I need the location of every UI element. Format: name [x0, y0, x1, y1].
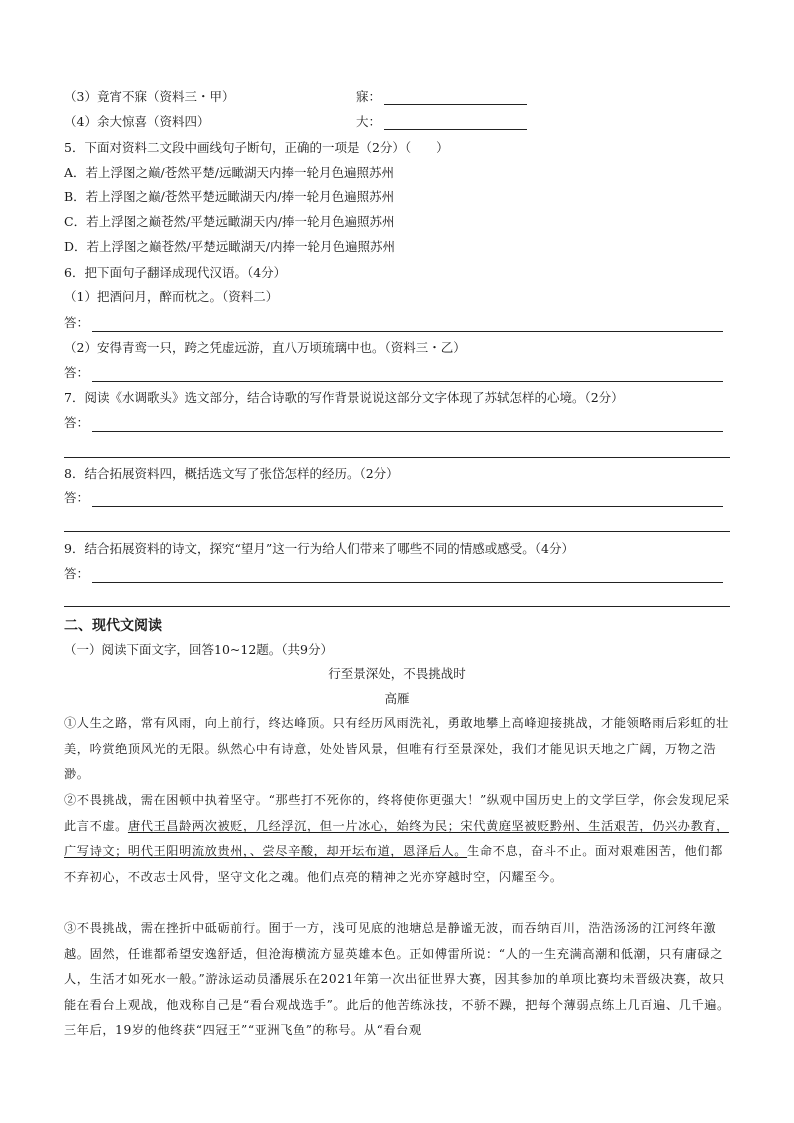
article-author: 高雁 — [384, 691, 410, 706]
q5-stem: 5．下面对资料二文段中画线句子断句，正确的一项是（2分）（ ） — [64, 140, 449, 155]
q7-answer-line-2[interactable] — [64, 457, 730, 458]
q8-stem: 8．结合拓展资料四，概括选文写了张岱怎样的经历。（2分） — [64, 466, 399, 481]
q8-answer-line-2[interactable] — [64, 531, 730, 532]
paragraph-2-underlined: 唐代王昌龄两次被贬，几经浮沉，但一片冰心，始终为民；宋代黄庭坚被贬黔州、生活艰苦，仍兴办教育，广写诗文；明代王阳明流放贵州，、尝尽辛酸，却开坛布道，恩泽后人。 — [64, 818, 729, 858]
q8-answer-label: 答： — [64, 490, 90, 505]
q4-item-3-label: （3）竟宵不寐（资料三・甲） — [64, 89, 235, 104]
article-paragraph-3: ③不畏挑战，需在挫折中砥砺前行。囿于一方，浅可见底的池塘总是静谧无波，而吞纳百川，浩浩汤汤的江河终年激越。固然，任谁都希望安逸舒适，但沧海横流方显英雄本色。正如傅雷所说：“人的一生充满高潮和低潮，只有庸碌之人，生活才如死水一般。”游泳运动员潘展乐在2021年第一次出征世界大赛，因其参加的单项比赛均未晋级决赛，故只能在看台上观战，他戏称自己是“看台观战选手”。此后的他苦练泳技，不骄不躁，把每个薄弱点练上几百遍、几千遍。三年后，19岁的他终获“四冠王”“亚洲飞鱼”的称号。从“看台观 — [64, 921, 730, 1037]
q9-answer-line-2[interactable] — [64, 606, 730, 607]
q9-stem: 9．结合拓展资料的诗文，探究“望月”这一行为给人们带来了哪些不同的情感或感受。（4分） — [64, 541, 574, 556]
section2-intro: （一）阅读下面文字，回答10~12题。（共9分） — [64, 642, 333, 657]
q7-answer-label: 答： — [64, 415, 90, 430]
q6-sub2: （2）安得青鸾一只，跨之凭虚远游，直八万顷琉璃中也。（资料三・乙） — [64, 340, 466, 355]
paragraph-2-end: 生命不息，奋斗不止。面对艰难困苦，他们都不弃初心，不改志士风骨，坚守文化之魂。他们点亮的精神之光亦穿越时空，闪耀至今。 — [64, 844, 723, 884]
article-paragraph-1: ①人生之路，常有风雨，向上前行，终达峰顶。只有经历风雨洗礼，勇敢地攀上高峰迎接挑战，才能领略雨后彩虹的壮美，吟赏绝顶风光的无限。纵然心中有诗意，处处皆风景，但唯有行至景深处，我们才能见识天地之广阔，万物之浩渺。 — [64, 716, 729, 781]
article-title: 行至景深处，不畏挑战时 — [328, 666, 466, 681]
q4-item-3-answer-label: 寐： — [356, 89, 382, 104]
q5-option-a[interactable]: A．若上浮图之巅/苍然平楚/远瞰湖天内捧一轮月色遍照苏州 — [64, 165, 394, 180]
q4-item-4-label: （4）余大惊喜（资料四） — [64, 114, 210, 129]
q6-sub1: （1）把酒问月，醉而枕之。（资料二） — [64, 289, 279, 304]
q9-answer-line-1[interactable] — [92, 582, 723, 583]
q8-answer-line-1[interactable] — [92, 506, 723, 507]
section2-heading: 二、现代文阅读 — [64, 618, 162, 634]
q9-answer-label: 答： — [64, 566, 90, 581]
q5-option-d[interactable]: D．若上浮图之巅苍然/平楚远瞰湖天/内捧一轮月色遍照苏州 — [64, 239, 395, 254]
q7-answer-line-1[interactable] — [92, 431, 723, 432]
q4-item-3-answer-blank[interactable] — [384, 104, 527, 105]
q6-stem: 6．把下面句子翻译成现代汉语。（4分） — [64, 265, 287, 280]
q4-item-4-answer-blank[interactable] — [384, 129, 527, 130]
q6-sub1-answer-line[interactable] — [92, 331, 723, 332]
q5-option-b[interactable]: B．若上浮图之巅/苍然平楚远瞰湖天内/捧一轮月色遍照苏州 — [64, 189, 395, 204]
q4-item-4-answer-label: 大： — [356, 114, 382, 129]
q6-sub2-answer-label: 答： — [64, 365, 90, 380]
q5-option-c[interactable]: C．若上浮图之巅苍然/平楚远瞰湖天内/捧一轮月色遍照苏州 — [64, 214, 395, 229]
q6-sub2-answer-line[interactable] — [92, 381, 723, 382]
q7-stem: 7．阅读《水调歌头》选文部分，结合诗歌的写作背景说说这部分文字体现了苏轼怎样的心境。（2分） — [64, 390, 624, 405]
q6-sub1-answer-label: 答： — [64, 315, 90, 330]
paragraph-2-intro: ②不畏挑战，需在困顿中执着坚守。“那些打不死你的，终将使你更强大！”纵观中国历史上的文学巨学，你会发现尼采此言不虚。 — [64, 793, 730, 833]
article-paragraph-2 — [64, 788, 730, 890]
